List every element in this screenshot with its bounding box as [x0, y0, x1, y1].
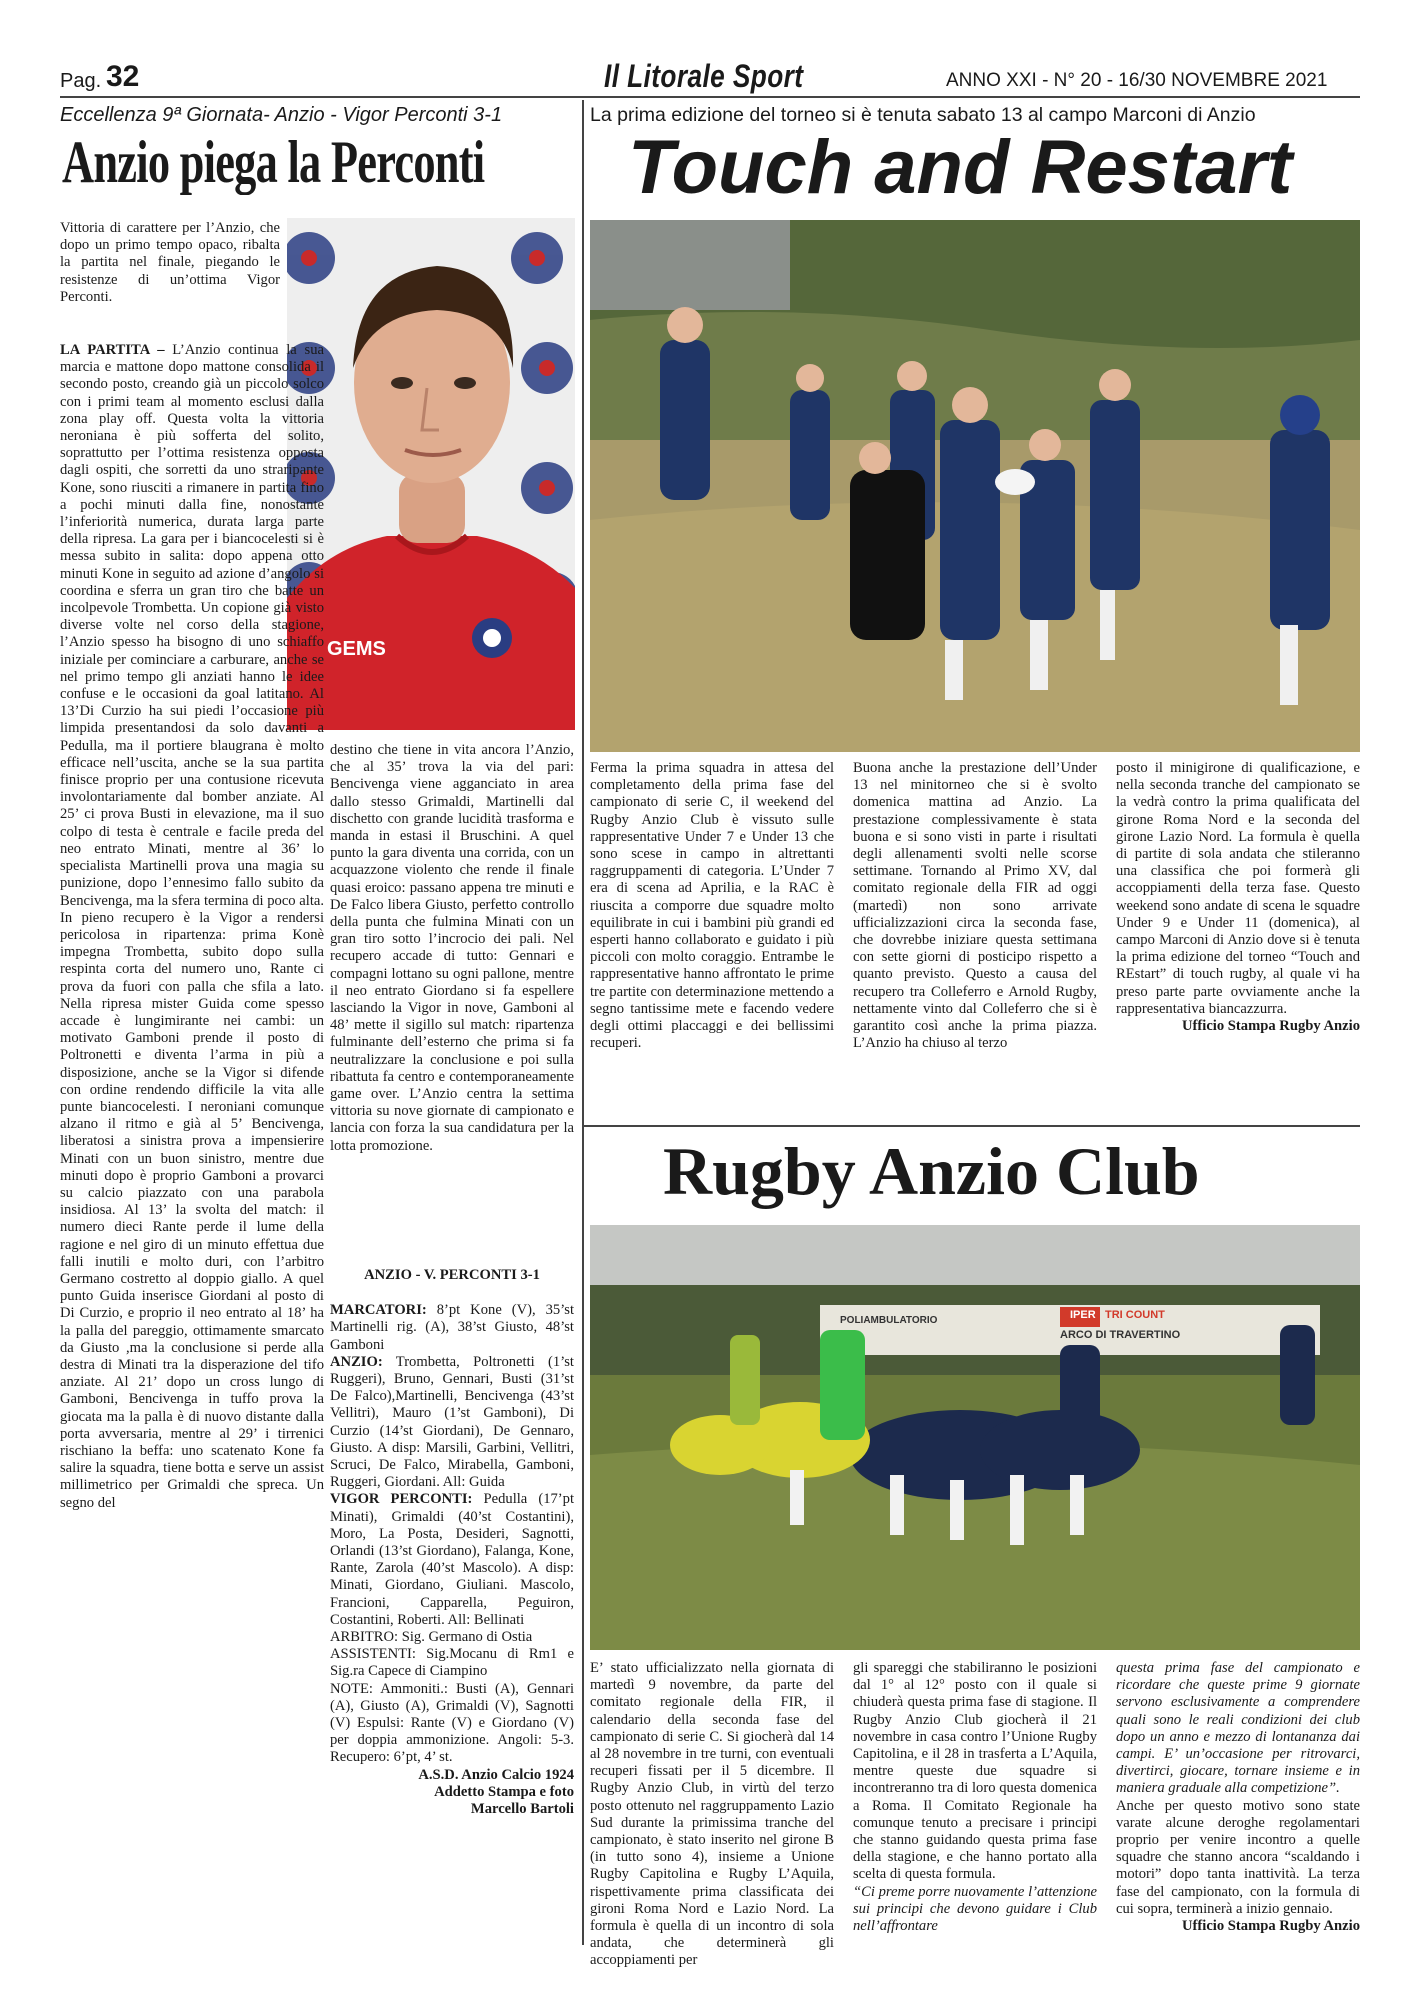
page-number: 32 — [106, 60, 140, 93]
left-body-text1: L’Anzio continua la sua marcia e mattone dopo mattone consolida il secondo posto, creando già un piccolo solco con i primi team al momento esclusi dalla zona play off. Questa volta la vittoria neroniana è più sofferta del solito, soprattutto per l’ottima resistenza opposta dagli ospiti, che sorretti da uno straripante Kone, sono riusciti a rimanere in partita fino a pochi minuti dalla fine, nonostante l’inferiorità numerica, durata larga parte della ripresa. La gara per i biancocelesti si è messa subito in salita: dopo appena otto minuti Kone in seguito ad azione d’angolo si coordina e sferra un gran tiro che batte un incolpevole Trombetta. Un copione già visto diverse volte nel corso della stagione, l’Anzio spesso ha bisogno di uno schiaffo iniziale per cominciare a carburare, anche se nel primo tempo gli anziati hanno le idee confuse e le occasioni da goal latitano. Al 13’Di Curzio ha sui piedi l’occasione più limpida presentandosi da solo davanti a Pedulla, ma il portiere blaugrana è molto efficace nell’uscita, anche se la sua partita finisce proprio per una contusione ricevuta involontariamente dal bomber anziate. Al 25’ ci prova Busti in elevazione, ma il suo colpo di testa è centrale e facile preda del neo entrato Minati, mentre al 36’ lo specialista Martinelli prova una magia su punizione, dopo l’ennesimo fallo subito da Bencivenga, ma la sfera termina di poco alta. In pieno recupero è la Vigor a rendersi pericolosa in ripartenza: prima Konè impegna Trombetta, subito dopo sulla respinta corta del numero uno, Rante ci prova da fuori con palla che sfila a lato. Nella ripresa mister Guida come spesso accade è lungimirante nei cambi: un motivato Gamboni prende il posto di Poltronetti e diventa l’arma in più a disposizione, anche se la Vigor si difende con ordine rendendo difficile la vita alle punte biancocelesti. I neroniani comunque alzano il ritmo e già al 5’ Bencivenga, liberatosi a sinistra prova a impensierire Minati con un buon sinistro, mentre due minuti dopo è proprio Gamboni a provarci su calcio piazzato con una parabola insidiosa. Al 13’ la svolta del match: il numero dieci Rante perde il lume della ragione e nel giro di un minuto effettua due falli inutili e molto duri, con l’arbitro Germano costretto al doppio giallo. A quel punto Guida inserisce Giordani al posto di Di Curzio, e proprio il neo entrato al 18’ ha la palla del pareggio, ottimamente smarcato da Giusto ,ma la conclusione si perde alla destra di Minati tra la disperazione del tifo anziate. Al 21’ dopo un cross lungo di Gamboni, Bencivenga in tuffo prova la giocata ma la palla è di nuovo distante dalla porta avversaria, mentre al 29’ i tirrenici rischiano la beffa: uno scatenato Kone fa salire la squadra, tiene botta e serve un assist millimetrico per Grimaldi che spreca. Un segno del — [60, 342, 324, 1511]
club-col3 — [1116, 1660, 1360, 1935]
left-signature-3: Marcello Bartoli — [470, 1801, 574, 1818]
vigor-lineup: Pedulla (17’pt Minati), Grimaldi (40’st Costantini), Moro, La Posta, Desideri, Sagnotti, Orlandi (13’st Giordano), Falanga, Kone, Rante, Zarola (40’st Mascolo). A disp: Minati, Giordano, Giuliani. Mascolo, Francioni, Capparella, Peguiron, Costantini, Roberti. All: Bellinati — [330, 1491, 575, 1628]
right-kicker: La prima edizione del torneo si è tenuta sabato 13 al campo Marconi di Anzio — [590, 104, 1256, 126]
rugby-col2-text: Buona anche la prestazione dell’Under 13 nel minitorneo che si è svolto domenica mattina ad Anzio. La prestazione complessivamente è stata buona e si sono visti in parte i risultati degli allenamenti svolti nelle scorse settimane. Tornando al Primo XV, dal comitato regionale della FIR ad oggi (martedì) non sono arrivate ufficializzazioni circa la seconda fase, che dovrebbe iniziare questa settimana con sette giorni di posticipo rispetto a quanto previsto. Questo a causa del recupero tra Colleferro e Arnold Rugby, nettamente vinto dal Colleferro che si è garantito così anche la prima piazza. L’Anzio ha chiuso al terzo — [853, 760, 1097, 1052]
rugby-signature: Ufficio Stampa Rugby Anzio — [1182, 1018, 1360, 1035]
rugby-col3 — [1116, 760, 1360, 1035]
paper-name: Il Litorale Sport — [604, 58, 804, 94]
sign-arco: ARCO DI TRAVERTINO — [1060, 1329, 1181, 1341]
page-label: Pag. — [60, 70, 102, 92]
anzio-lineup: Trombetta, Poltronetti (1’st Ruggeri), Bruno, Gennari, Busti (31’st De Falco),Martinelli, Bencivenga (43’st Vellitri), Mauro (1’st Gamboni), Di Curzio (14’st Giordani), De Gennaro, Giusto. A disp: Marsili, Garbini, Vellitri, Scruci, De Falco, Mirabella, Gamboni, Ruggeri, Giordani. All: Guida — [330, 1353, 574, 1491]
note-text: NOTE: Ammoniti.: Busti (A), Gennari (A), Giusto (A), Grimaldi (V), Sagnotti (V) Espulsi: Rante (V) e Giordano (V) per doppia ammonizione. Angoli: 5-3. Recupero: 6’pt, 4’ st. — [330, 1680, 574, 1766]
issue-info: ANNO XXI - N° 20 - 16/30 NOVEMBRE 2021 — [946, 70, 1328, 91]
assistenti-text: ASSISTENTI: Sig.Mocanu di Rm1 e Sig.ra Capece di Ciampino — [330, 1646, 574, 1680]
club-col3-text: Anche per questo motivo sono state varate alcune deroghe regolamentari proprio per venire incontro a quelle squadre che stanno ancora “scaldando i motori” dopo tanta inattività. La terza fase del campionato, con la formula di cui sopra, terminerà a inizio gennaio. — [1116, 1797, 1360, 1917]
left-headline: Anzio piega la Perconti — [62, 129, 485, 195]
shirt-sponsor: GEMS — [327, 638, 386, 660]
left-body-text2: destino che tiene in vita ancora l’Anzio, che al 35’ trova la via del pari: Bencivenga viene agganciato in area dallo stesso Grimaldi, Martinelli dal dischetto con grande lucidità trasforma e manda in estasi il Bruschini. A quel punto la gara diventa una corrida, con un acquazzone violento che rende il finale quasi eroico: passano appena tre minuti e De Falco libera Giusto, perfetto controllo della punta che fulmina Minati con un gran tiro sotto l’incrocio dei pali. Nel recupero accade di tutto: Gennari e compagni lottano su ogni pallone, mentre il neo entrato Giordano si fa espellere lasciando la Vigor in nove, Gamboni al 48’ mette il sigillo sul match: ripartenza fulminante dell’esterno che prima si fa neutralizzare la conclusione e poi sulla ribattuta fa centro e contemporaneamente game over. L’Anzio centra la settima vittoria su nove giornate di campionato e lancia con forza la sua candidatura per la lotta promozione. — [330, 742, 574, 1154]
marcatori-text: 8’pt Kone (V), 35’st Martinelli rig. (A), 38’st Giusto, 48’st Gamboni — [330, 1302, 574, 1353]
left-body-col1 — [60, 342, 324, 1512]
club-col1 — [590, 1660, 834, 1970]
rugby-kids-image — [590, 220, 1360, 752]
sign-poliambulatorio: POLIAMBULATORIO — [840, 1315, 938, 1326]
club-col2-quote: “Ci preme porre nuovamente l’attenzione sui principi che devono guidare i Club nell’affrontare — [853, 1883, 1097, 1935]
anzio-label: ANZIO: — [330, 1353, 383, 1370]
column-divider — [582, 100, 584, 1945]
left-col1 — [60, 220, 280, 306]
rugby-col2 — [853, 760, 1097, 1052]
marcatori-label: MARCATORI: — [330, 1302, 427, 1319]
rugby-kids-photo — [590, 220, 1360, 752]
club-col2 — [853, 1660, 1097, 1935]
club-col3-quote: questa prima fase del campionato e ricordare che queste prime 9 giornate servono esclusivamente a comprendere quali sono le reali condizioni dei club dopo un anno e mezzo di lontananza dai campi. E’ un’occasione per ritrovarci, divertirci, giocare, tornare insieme e in maniera graduale alla competizione”. — [1116, 1660, 1360, 1797]
player-photo — [287, 218, 575, 730]
masthead-rule — [60, 96, 1360, 98]
right-headline: Touch and Restart — [628, 125, 1293, 210]
left-signature-2: Addetto Stampa e foto — [434, 1783, 574, 1800]
club-col2-text: gli spareggi che stabiliranno le posizioni dal 1° al 12° posto con il quale si chiuderà questa prima fase di stagione. Il Rugby Anzio Club giocherà il 21 novembre in casa contro l’Unione Rugby Capitolina, e il 28 in trasferta a L’Aquila, mentre queste due squadre si incontreranno tra di loro questa domenica a Roma. Il Comitato Regionale ha comunque tenuto a precisare i principi che stanno guidando questa prima fase della stagione, e che hanno portato alla scelta di questa formula. — [853, 1660, 1097, 1883]
section-label: LA PARTITA – — [60, 342, 165, 358]
scrum-image — [590, 1225, 1360, 1650]
arbitro-text: ARBITRO: Sig. Germano di Ostia — [330, 1629, 533, 1646]
scrum-photo — [590, 1225, 1360, 1650]
match-box — [330, 1267, 574, 1818]
vigor-label: VIGOR PERCONTI: — [330, 1491, 473, 1508]
club-signature: Ufficio Stampa Rugby Anzio — [1182, 1918, 1360, 1935]
left-intro: Vittoria di carattere per l’Anzio, che dopo un primo tempo opaco, ribalta la partita nel finale, piegando le resistenze di un’ottima Vigor Perconti. — [60, 220, 280, 305]
sign-tricount: TRI COUNT — [1105, 1309, 1165, 1321]
rugby-col1 — [590, 760, 834, 1052]
right-section-rule — [584, 1125, 1360, 1127]
match-box-title: ANZIO - V. PERCONTI 3-1 — [364, 1267, 540, 1283]
rugby-col1-text: Ferma la prima squadra in attesa del completamento della prima fase del campionato di serie C, il weekend del Rugby Anzio Club è vissuto sulle rappresentative Under 7 e Under 13 che sono scese in campo in altrettanti raggruppamenti di categoria. L’Under 7 era di scena ad Aprilia, e la RAC è riuscita a comporre due squadre molto equilibrate in cui i bambini più grandi ed esperti hanno collaborato e guidato i più piccoli con molto coraggio. Entrambe le rappresentative hanno affrontato le prime tre partite con determinazione mettendo a segno tantissime mete e facendo vedere degli ottimi placcaggi e dei bellissimi recuperi. — [590, 760, 834, 1052]
left-signature-1: A.S.D. Anzio Calcio 1924 — [418, 1766, 574, 1783]
rugby-col3-text: posto il minigirone di qualificazione, e nella seconda tranche del campionato se la vedrà contro la prima qualificata del girone Roma Nord e la seconda del girone Lazio Nord. La formula è quella di partite di sola andata che stileranno una classifica che poi formerà gli accoppiamenti della terza fase. Questo weekend sono andate di scena le squadre Under 9 e Under 11 (domenica), al campo Marconi di Anzio dove si è tenuta la prima edizione del torneo “Touch and REstart” di touch rugby, al quale vi ha preso parte parte ovviamente anche la rappresentativa biancazzurra. — [1116, 760, 1360, 1017]
club-headline: Rugby Anzio Club — [663, 1133, 1200, 1209]
left-kicker: Eccellenza 9ª Giornata- Anzio - Vigor Perconti 3-1 — [60, 104, 503, 126]
sign-iper: IPER — [1070, 1309, 1096, 1321]
left-body-col2 — [330, 742, 574, 1155]
club-col1-text: E’ stato ufficializzato nella giornata di martedì 9 novembre, da parte del comitato regionale della FIR, il calendario della seconda fase del campionato di serie C. Si giocherà dal 14 al 28 novembre in tre turni, con eventuali recuperi fissati per il 5 dicembre. Il Rugby Anzio Club, in virtù del terzo posto ottenuto nel raggruppamento Lazio Sud durante la primissima tranche del campionato, è stato inserito nel girone B (in tutto sono 4), insieme a Unione Rugby Capitolina e Rugby L’Aquila, rispettivamente prima classificata dei gironi Roma Nord e Lazio Nord. La formula è quella di un incontro di sola andata, che determinerà gli accoppiamenti per — [590, 1660, 834, 1969]
